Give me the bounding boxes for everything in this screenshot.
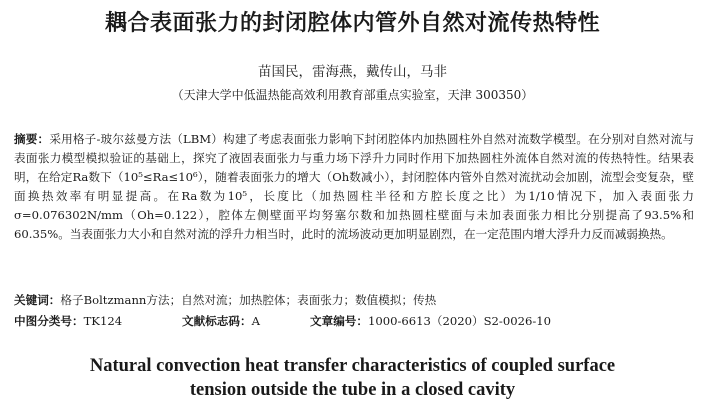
clc-field: [14, 313, 122, 329]
abstract: [14, 130, 694, 244]
keywords-label: 关键词：: [14, 293, 61, 307]
keywords: [14, 292, 694, 308]
english-title-line2: tension outside the tube in a closed cavity: [189, 380, 516, 400]
chinese-title: 耦合表面张力的封闭腔体内管外自然对流传热特性: [104, 11, 600, 36]
clc-value: TK124: [83, 314, 123, 328]
article-number-field: [310, 313, 551, 329]
english-title: [0, 354, 705, 402]
affiliation: （天津大学中低温热能高效利用教育部重点实验室，天津 300350）: [171, 88, 534, 102]
clc-label: 中图分类号：: [14, 314, 84, 328]
english-title-line1: Natural convection heat transfer characteristics of coupled surface: [89, 356, 616, 376]
doc-code-label: 文献标志码：: [182, 314, 252, 328]
doc-code-field: [182, 313, 260, 329]
keywords-text: 格子Boltzmann方法；自然对流；加热腔体；表面张力；数值模拟；传热: [60, 293, 437, 307]
abstract-text: 采用格子-玻尔兹曼方法（LBM）构建了考虑表面张力影响下封闭腔体内加热圆柱外自然对流数学模型。在分别对自然对流与表面张力模型模拟验证的基础上，探究了液固表面张力与重力场下浮升力同时作用下加热圆柱外流体自然对流的传热特性。结果表明，在给定Ra数下（10⁵≤Ra≤10⁶），随着表面张力的增大（Oh数减小），封闭腔体内管外自然对流扰动会加剧，流型会变复杂，壁面换热效率有明显提高。在Ra数为10⁵，长度比（加热圆柱半径和方腔长度之比）为1/10情况下，加入表面张力σ=0.076302N/mm（Oh=0.122），腔体左侧壁面平均努塞尔数和加热圆柱壁面与未加表面张力相比分别提高了93.5%和60.35%。当表面张力大小和自然对流的浮升力相当时，此时的流场波动更加明显剧烈，在一定范围内增大浮升力反而减弱换热。: [14, 132, 694, 241]
abstract-label: 摘要：: [14, 132, 50, 146]
doc-code-value: A: [251, 314, 260, 328]
article-number-label: 文章编号：: [310, 314, 368, 328]
authors: 苗国民，雷海燕，戴传山，马非: [258, 64, 447, 80]
article-number-value: 1000-6613（2020）S2-0026-10: [367, 314, 552, 328]
